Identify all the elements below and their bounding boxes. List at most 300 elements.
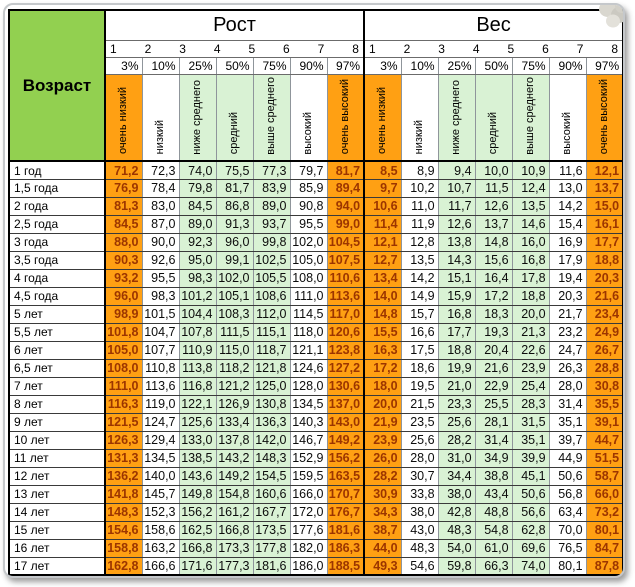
ruler-number: 1: [369, 41, 376, 56]
height-value-cell: 83,9: [253, 179, 290, 197]
age-label: 13 лет: [9, 485, 105, 503]
weight-value-cell: 22,9: [475, 377, 512, 395]
category-label: выше среднего: [523, 76, 536, 155]
ruler-number: 5: [248, 41, 256, 56]
weight-value-cell: 50,6: [512, 485, 549, 503]
weight-value-cell: 16,3: [364, 341, 401, 359]
weight-value-cell: 9,4: [438, 161, 475, 179]
height-value-cell: 173,3: [216, 539, 253, 557]
category-label: низкий: [412, 119, 425, 155]
weight-value-cell: 39,9: [512, 449, 549, 467]
height-value-cell: 107,8: [179, 323, 216, 341]
category-header: [475, 74, 512, 161]
weight-value-cell: 21,6: [586, 287, 623, 305]
height-value-cell: 81,7: [327, 161, 364, 179]
weight-value-cell: 11,4: [364, 215, 401, 233]
height-value-cell: 160,6: [253, 485, 290, 503]
ruler-number: 3: [438, 41, 445, 56]
table-row: [9, 197, 623, 215]
height-value-cell: 101,8: [105, 323, 142, 341]
weight-value-cell: 20,4: [475, 341, 512, 359]
weight-value-cell: 51,5: [586, 449, 623, 467]
height-value-cell: 107,5: [327, 251, 364, 269]
height-value-cell: 110,8: [142, 359, 179, 377]
weight-value-cell: 80,1: [549, 557, 586, 575]
weight-value-cell: 12,1: [364, 233, 401, 251]
height-value-cell: 146,7: [290, 431, 327, 449]
percentile-header: 25%: [438, 57, 475, 74]
table-row: [9, 485, 623, 503]
height-value-cell: 124,6: [290, 359, 327, 377]
height-value-cell: 172,0: [290, 503, 327, 521]
height-value-cell: 89,0: [253, 197, 290, 215]
height-value-cell: 186,3: [327, 539, 364, 557]
weight-value-cell: 66,3: [475, 557, 512, 575]
age-label: 4,5 года: [9, 287, 105, 305]
height-value-cell: 163,5: [327, 467, 364, 485]
height-value-cell: 140,0: [142, 467, 179, 485]
category-header: [512, 74, 549, 161]
height-value-cell: 142,0: [253, 431, 290, 449]
ruler-number: 5: [507, 41, 515, 56]
height-value-cell: 154,6: [105, 521, 142, 539]
category-header: [549, 74, 586, 161]
height-value-cell: 108,3: [216, 305, 253, 323]
height-value-cell: 125,0: [253, 377, 290, 395]
weight-value-cell: 73,2: [586, 503, 623, 521]
weight-value-cell: 21,9: [364, 413, 401, 431]
height-value-cell: 121,5: [105, 413, 142, 431]
weight-value-cell: 33,8: [401, 485, 438, 503]
height-value-cell: 136,2: [105, 467, 142, 485]
age-label: 5,5 лет: [9, 323, 105, 341]
weight-value-cell: 44,9: [549, 449, 586, 467]
height-value-cell: 107,7: [142, 341, 179, 359]
weight-value-cell: 21,0: [438, 377, 475, 395]
weight-value-cell: 50,6: [549, 467, 586, 485]
height-value-cell: 140,3: [290, 413, 327, 431]
percentile-header: 90%: [549, 57, 586, 74]
weight-value-cell: 28,3: [512, 395, 549, 413]
height-value-cell: 177,3: [216, 557, 253, 575]
height-value-cell: 134,5: [290, 395, 327, 413]
weight-value-cell: 87,8: [586, 557, 623, 575]
weight-value-cell: 17,7: [438, 323, 475, 341]
category-header: [438, 74, 475, 161]
height-value-cell: 138,5: [179, 449, 216, 467]
height-value-cell: 133,4: [216, 413, 253, 431]
weight-value-cell: 22,6: [512, 341, 549, 359]
category-label: очень высокий: [597, 79, 610, 155]
weight-value-cell: 19,9: [438, 359, 475, 377]
height-value-cell: 152,3: [142, 503, 179, 521]
weight-value-cell: 13,5: [401, 251, 438, 269]
ruler-number: 2: [403, 41, 411, 56]
weight-value-cell: 21,6: [475, 359, 512, 377]
height-value-cell: 126,9: [216, 395, 253, 413]
weight-value-cell: 31,5: [512, 413, 549, 431]
height-value-cell: 104,4: [179, 305, 216, 323]
weight-value-cell: 35,1: [549, 413, 586, 431]
height-value-cell: 90,8: [290, 197, 327, 215]
height-value-cell: 148,3: [253, 449, 290, 467]
height-value-cell: 101,2: [179, 287, 216, 305]
weight-value-cell: 48,3: [438, 521, 475, 539]
ruler-number: 1: [110, 41, 117, 56]
age-label: 11 лет: [9, 449, 105, 467]
weight-value-cell: 38,0: [401, 503, 438, 521]
weight-value-cell: 23,5: [401, 413, 438, 431]
height-value-cell: 130,6: [327, 377, 364, 395]
height-value-cell: 181,6: [253, 557, 290, 575]
age-label: 16 лет: [9, 539, 105, 557]
category-header: [142, 74, 179, 161]
height-value-cell: 115,0: [216, 341, 253, 359]
weight-value-cell: 12,4: [512, 179, 549, 197]
percentile-header: 10%: [401, 57, 438, 74]
height-value-cell: 170,7: [327, 485, 364, 503]
percentile-header: 97%: [586, 57, 623, 74]
table-row: [9, 503, 623, 521]
percentile-header: 10%: [142, 57, 179, 74]
height-value-cell: 113,6: [327, 287, 364, 305]
height-value-cell: 108,6: [253, 287, 290, 305]
height-value-cell: 105,1: [216, 287, 253, 305]
weight-value-cell: 21,7: [549, 305, 586, 323]
weight-value-cell: 15,7: [401, 305, 438, 323]
height-value-cell: 159,5: [290, 467, 327, 485]
category-label: очень высокий: [338, 79, 351, 155]
height-value-cell: 98,9: [105, 305, 142, 323]
height-value-cell: 143,2: [216, 449, 253, 467]
age-label: 5 лет: [9, 305, 105, 323]
height-value-cell: 85,9: [290, 179, 327, 197]
height-value-cell: 89,0: [179, 215, 216, 233]
height-value-cell: 125,6: [179, 413, 216, 431]
height-value-cell: 111,5: [216, 323, 253, 341]
weight-value-cell: 20,3: [586, 269, 623, 287]
height-value-cell: 76,9: [105, 179, 142, 197]
height-value-cell: 81,3: [105, 197, 142, 215]
height-value-cell: 149,2: [327, 431, 364, 449]
height-value-cell: 116,3: [105, 395, 142, 413]
weight-value-cell: 8,9: [401, 161, 438, 179]
height-value-cell: 128,0: [290, 377, 327, 395]
height-value-cell: 111,0: [290, 287, 327, 305]
percentile-header: 3%: [364, 57, 401, 74]
height-value-cell: 99,0: [327, 215, 364, 233]
weight-value-cell: 25,5: [475, 395, 512, 413]
weight-value-cell: 23,4: [586, 305, 623, 323]
table-row: [9, 323, 623, 341]
percentile-header: 75%: [512, 57, 549, 74]
age-label: 6,5 лет: [9, 359, 105, 377]
weight-value-cell: 11,6: [549, 161, 586, 179]
weight-value-cell: 13,8: [438, 233, 475, 251]
weight-value-cell: 44,0: [364, 539, 401, 557]
height-value-cell: 143,6: [179, 467, 216, 485]
age-label: 7 лет: [9, 377, 105, 395]
weight-value-cell: 16,0: [512, 233, 549, 251]
weight-value-cell: 63,4: [549, 503, 586, 521]
table-row: [9, 557, 623, 575]
age-label: 4 года: [9, 269, 105, 287]
ruler-number: 6: [542, 41, 549, 56]
category-label: очень низкий: [376, 87, 389, 155]
height-value-cell: 152,9: [290, 449, 327, 467]
weight-value-cell: 16,6: [401, 323, 438, 341]
height-section-title: Рост: [105, 10, 364, 40]
height-value-cell: 130,8: [253, 395, 290, 413]
weight-value-cell: 11,7: [438, 197, 475, 215]
weight-value-cell: 17,5: [401, 341, 438, 359]
height-value-cell: 113,8: [179, 359, 216, 377]
ruler-number: 8: [352, 41, 359, 56]
height-value-cell: 126,3: [105, 431, 142, 449]
weight-value-cell: 10,0: [475, 161, 512, 179]
weight-value-cell: 13,0: [549, 179, 586, 197]
height-value-cell: 95,5: [142, 269, 179, 287]
height-value-cell: 96,0: [216, 233, 253, 251]
height-value-cell: 102,5: [253, 251, 290, 269]
weight-value-cell: 43,0: [401, 521, 438, 539]
height-ruler: [105, 40, 364, 57]
height-value-cell: 92,6: [142, 251, 179, 269]
height-value-cell: 166,8: [216, 521, 253, 539]
age-label: 2 года: [9, 197, 105, 215]
weight-ruler: [364, 40, 623, 57]
weight-value-cell: 80,1: [586, 521, 623, 539]
weight-value-cell: 54,8: [475, 521, 512, 539]
height-value-cell: 156,2: [179, 503, 216, 521]
weight-value-cell: 18,0: [364, 377, 401, 395]
weight-value-cell: 12,6: [438, 215, 475, 233]
weight-value-cell: 9,7: [364, 179, 401, 197]
weight-value-cell: 15,0: [586, 197, 623, 215]
category-header: [179, 74, 216, 161]
weight-value-cell: 10,2: [401, 179, 438, 197]
weight-section-title: Вес: [364, 10, 623, 40]
category-header: [253, 74, 290, 161]
height-value-cell: 102,0: [216, 269, 253, 287]
weight-value-cell: 14,0: [364, 287, 401, 305]
height-value-cell: 84,5: [105, 215, 142, 233]
weight-value-cell: 59,8: [438, 557, 475, 575]
weight-value-cell: 61,0: [475, 539, 512, 557]
age-label: 17 лет: [9, 557, 105, 575]
height-value-cell: 91,3: [216, 215, 253, 233]
weight-value-cell: 18,8: [438, 341, 475, 359]
height-value-cell: 99,8: [253, 233, 290, 251]
table-row: [9, 449, 623, 467]
height-value-cell: 162,8: [105, 557, 142, 575]
weight-value-cell: 28,8: [586, 359, 623, 377]
age-label: 3,5 года: [9, 251, 105, 269]
percentile-header: 75%: [253, 57, 290, 74]
height-value-cell: 81,7: [216, 179, 253, 197]
height-value-cell: 93,7: [253, 215, 290, 233]
ruler-number: 7: [576, 41, 584, 56]
table-row: [9, 179, 623, 197]
weight-value-cell: 34,3: [364, 503, 401, 521]
height-value-cell: 99,1: [216, 251, 253, 269]
weight-value-cell: 15,4: [549, 215, 586, 233]
weight-value-cell: 10,9: [512, 161, 549, 179]
height-value-cell: 127,2: [327, 359, 364, 377]
table-row: [9, 251, 623, 269]
weight-value-cell: 54,6: [401, 557, 438, 575]
age-label: 14 лет: [9, 503, 105, 521]
height-value-cell: 154,5: [253, 467, 290, 485]
height-value-cell: 121,1: [290, 341, 327, 359]
table-row: [9, 359, 623, 377]
height-value-cell: 171,6: [179, 557, 216, 575]
table-row: [9, 467, 623, 485]
height-value-cell: 121,2: [216, 377, 253, 395]
category-header: [327, 74, 364, 161]
weight-value-cell: 26,0: [364, 449, 401, 467]
height-value-cell: 105,5: [253, 269, 290, 287]
age-label: 1,5 года: [9, 179, 105, 197]
weight-value-cell: 39,7: [549, 431, 586, 449]
weight-value-cell: 35,5: [586, 395, 623, 413]
weight-value-cell: 14,8: [475, 233, 512, 251]
weight-value-cell: 23,2: [549, 323, 586, 341]
percentile-header: 3%: [105, 57, 142, 74]
height-value-cell: 77,3: [253, 161, 290, 179]
weight-value-cell: 20,0: [512, 305, 549, 323]
height-value-cell: 90,0: [142, 233, 179, 251]
ruler-number: 3: [179, 41, 186, 56]
height-value-cell: 110,9: [179, 341, 216, 359]
height-value-cell: 105,0: [290, 251, 327, 269]
height-value-cell: 96,0: [105, 287, 142, 305]
weight-value-cell: 14,3: [438, 251, 475, 269]
age-label: 3 года: [9, 233, 105, 251]
weight-value-cell: 23,9: [364, 431, 401, 449]
weight-value-cell: 19,3: [475, 323, 512, 341]
category-label: высокий: [301, 111, 314, 155]
category-label: низкий: [153, 119, 166, 155]
height-value-cell: 122,1: [179, 395, 216, 413]
height-value-cell: 95,0: [179, 251, 216, 269]
weight-value-cell: 14,6: [512, 215, 549, 233]
height-value-cell: 145,7: [142, 485, 179, 503]
category-header: [216, 74, 253, 161]
weight-value-cell: 16,8: [438, 305, 475, 323]
height-value-cell: 166,8: [179, 539, 216, 557]
weight-value-cell: 24,7: [549, 341, 586, 359]
weight-value-cell: 74,0: [512, 557, 549, 575]
table-row: [9, 161, 623, 179]
weight-value-cell: 38,7: [364, 521, 401, 539]
height-value-cell: 108,0: [105, 359, 142, 377]
height-value-cell: 88,0: [105, 233, 142, 251]
height-value-cell: 87,0: [142, 215, 179, 233]
weight-value-cell: 11,0: [401, 197, 438, 215]
height-value-cell: 137,8: [216, 431, 253, 449]
page-frame: [3, 3, 625, 578]
table-row: [9, 341, 623, 359]
percentile-header: 90%: [290, 57, 327, 74]
weight-value-cell: 31,4: [475, 431, 512, 449]
weight-value-cell: 16,4: [475, 269, 512, 287]
height-value-cell: 98,3: [142, 287, 179, 305]
weight-value-cell: 19,4: [549, 269, 586, 287]
table-row: [9, 269, 623, 287]
weight-value-cell: 76,5: [549, 539, 586, 557]
height-value-cell: 118,2: [216, 359, 253, 377]
weight-value-cell: 21,3: [512, 323, 549, 341]
weight-value-cell: 26,7: [586, 341, 623, 359]
weight-value-cell: 21,5: [401, 395, 438, 413]
weight-value-cell: 28,1: [475, 413, 512, 431]
weight-value-cell: 48,8: [475, 503, 512, 521]
weight-value-cell: 18,6: [401, 359, 438, 377]
height-value-cell: 154,8: [216, 485, 253, 503]
height-value-cell: 115,1: [253, 323, 290, 341]
weight-value-cell: 17,9: [549, 251, 586, 269]
height-value-cell: 74,0: [179, 161, 216, 179]
height-value-cell: 98,3: [179, 269, 216, 287]
weight-value-cell: 69,6: [512, 539, 549, 557]
height-value-cell: 119,0: [142, 395, 179, 413]
weight-value-cell: 23,3: [438, 395, 475, 413]
weight-value-cell: 14,9: [401, 287, 438, 305]
section-title-row: [9, 10, 623, 40]
weight-value-cell: 10,6: [364, 197, 401, 215]
height-value-cell: 177,8: [253, 539, 290, 557]
height-value-cell: 156,2: [327, 449, 364, 467]
weight-value-cell: 14,2: [401, 269, 438, 287]
weight-value-cell: 30,8: [586, 377, 623, 395]
weight-value-cell: 12,8: [401, 233, 438, 251]
table-row: [9, 377, 623, 395]
height-value-cell: 124,7: [142, 413, 179, 431]
table-row: [9, 287, 623, 305]
height-value-cell: 116,8: [179, 377, 216, 395]
height-value-cell: 71,2: [105, 161, 142, 179]
weight-value-cell: 18,8: [512, 287, 549, 305]
height-value-cell: 136,3: [253, 413, 290, 431]
weight-value-cell: 14,2: [549, 197, 586, 215]
height-value-cell: 113,6: [142, 377, 179, 395]
weight-value-cell: 25,6: [401, 431, 438, 449]
weight-value-cell: 56,6: [512, 503, 549, 521]
weight-value-cell: 12,1: [586, 161, 623, 179]
weight-value-cell: 16,9: [549, 233, 586, 251]
weight-value-cell: 70,0: [549, 521, 586, 539]
weight-value-cell: 15,6: [475, 251, 512, 269]
weight-value-cell: 12,6: [475, 197, 512, 215]
table-row: [9, 539, 623, 557]
height-value-cell: 105,0: [105, 341, 142, 359]
weight-value-cell: 26,3: [549, 359, 586, 377]
age-column-header: Возраст: [9, 10, 105, 161]
category-label: ниже среднего: [449, 79, 462, 155]
height-value-cell: 118,0: [290, 323, 327, 341]
age-label: 15 лет: [9, 521, 105, 539]
height-value-cell: 84,5: [179, 197, 216, 215]
percentile-header: 25%: [179, 57, 216, 74]
height-value-cell: 166,0: [290, 485, 327, 503]
weight-value-cell: 28,2: [364, 467, 401, 485]
weight-value-cell: 54,0: [438, 539, 475, 557]
weight-value-cell: 19,5: [401, 377, 438, 395]
ruler-number: 8: [611, 41, 619, 56]
height-value-cell: 90,3: [105, 251, 142, 269]
weight-value-cell: 56,8: [549, 485, 586, 503]
